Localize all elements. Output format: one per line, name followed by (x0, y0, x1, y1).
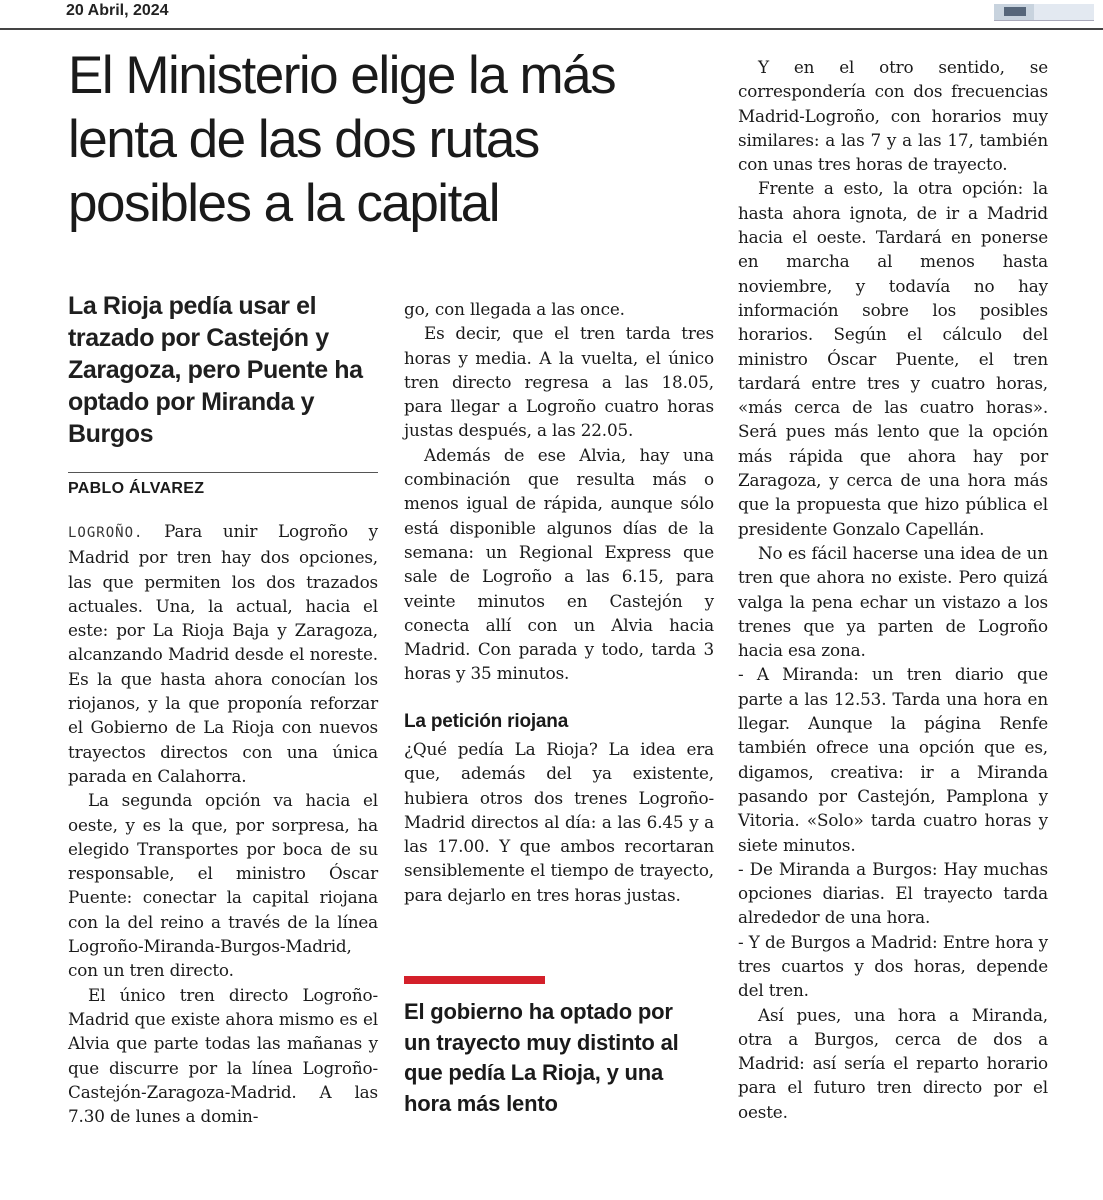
paragraph: Y en el otro sentido, se correspondería con dos frecuencias Madrid-Logroño, con horarios muy similares: a las 7 y a las 17, también con unas tres horas de trayecto. (738, 57, 1048, 175)
paragraph: go, con llegada a las once. (404, 299, 625, 319)
article-column-3 (738, 55, 1048, 1124)
article-column-1 (68, 519, 378, 1128)
article-column-2 (404, 297, 714, 686)
paragraph: Es decir, que el tren tarda tres horas y media. A la vuelta, el único tren directo regresa a las 18.05, para llegar a Logroño cuatro horas justas después, a las 22.05. (404, 323, 714, 441)
author-byline: PABLO ÁLVAREZ (68, 480, 205, 497)
newspaper-logo (994, 4, 1094, 21)
paragraph: Además de ese Alvia, hay una combinación que resulta más o menos igual de rápida, aunque sólo está disponible algunos días de la semana: un Regional Express que sale de Logroño a las 6.15, para veinte minutos en Castejón y conecta allí con un Alvia hacia Madrid. Con parada y todo, tarda 3 horas y 35 minutos. (404, 444, 714, 684)
article-headline: El Ministerio elige la más lenta de las dos rutas posibles a la capital (68, 46, 616, 233)
paragraph: El único tren directo Logroño-Madrid que existe ahora mismo es el Alvia que parte todas las mañanas y que discurre por la línea Logroño- Castejón-Zaragoza-Madrid. A las 7.30 de lunes a domin- (68, 984, 378, 1127)
logo-mark-icon (1004, 7, 1026, 16)
dateline-city: LOGROÑO. (68, 525, 144, 541)
publication-date: 20 Abril, 2024 (66, 2, 169, 19)
article-subhead: La Rioja pedía usar el trazado por Castejón y Zaragoza, pero Puente ha optado por Miranda y Burgos (68, 292, 363, 448)
paragraph: ¿Qué pedía La Rioja? La idea era que, además del ya existente, hubiera otros dos trenes Logroño-Madrid directos al día: a las 6.45 y a las 17.00. Y que ambos recortaran sensiblemente el tiempo de trayecto, para dejarlo en tres horas justas. (404, 739, 714, 905)
paragraph: - De Miranda a Burgos: Hay muchas opciones diarias. El trayecto tarda alrededor de una hora. (738, 858, 1048, 928)
header-rule (0, 28, 1103, 30)
paragraph: Así pues, una hora a Miranda, otra a Burgos, cerca de dos a Madrid: así sería el reparto horario para el futuro tren directo por el oeste. (738, 1004, 1048, 1122)
section-heading: La petición riojana (404, 711, 569, 732)
paragraph: La segunda opción va hacia el oeste, y es la que, por sorpresa, ha elegido Transportes por boca de su responsable, el ministro Óscar Puente: conectar la capital riojana con la del reino a través de la línea Logroño-Miranda-Burgos-Madrid, con un tren directo. (68, 790, 378, 981)
paragraph: No es fácil hacerse una idea de un tren que ahora no existe. Pero quizá valga la pena echar un vistazo a los trenes que ya parten de Logroño hacia esa zona. (738, 542, 1048, 661)
paragraph-text: Para unir Logroño y Madrid por tren hay dos opciones, las que permiten los dos trazados actuales. Una, la actual, hacia el este: por La Rioja Baja y Zaragoza, alcanzando Madrid desde el noreste. Es la que hasta ahora conocían los riojanos, y la que proponía reforzar el Gobierno de La Rioja con nuevos trayectos directos con una única parada en Calahorra. (68, 521, 379, 786)
paragraph: - A Miranda: un tren diario que parte a las 12.53. Tarda una hora en llegar. Aunque la página Renfe también ofrece una opción que es, digamos, creativa: ir a Miranda pasando por Castejón, Pamplona y Vitoria. «Solo» tarda cuatro horas y siete minutos. (738, 664, 1048, 855)
pull-quote-accent-bar (404, 976, 545, 984)
article-column-2-section (404, 737, 714, 907)
pull-quote: El gobierno ha optado por un trayecto muy distinto al que pedía La Rioja, y una hora más lento (404, 999, 679, 1116)
paragraph: Frente a esto, la otra opción: la hasta ahora ignota, de ir a Madrid hacia el oeste. Tardará en ponerse en marcha al menos hasta noviembre, y todavía no hay información sobre los posibles horarios. Según el cálculo del ministro Óscar Puente, el tren tardará entre tres y cuatro horas, «más cerca de las cuatro horas». Será pues más lento que la opción más rápida que ahora hay por Zaragoza, y cerca de una hora más que la propuesta que hizo pública el presidente Gonzalo Capellán. (738, 178, 1048, 539)
paragraph: - Y de Burgos a Madrid: Entre hora y tres cuartos y dos horas, depende del tren. (738, 931, 1048, 1001)
byline-divider (68, 472, 378, 473)
paragraph (68, 519, 378, 788)
